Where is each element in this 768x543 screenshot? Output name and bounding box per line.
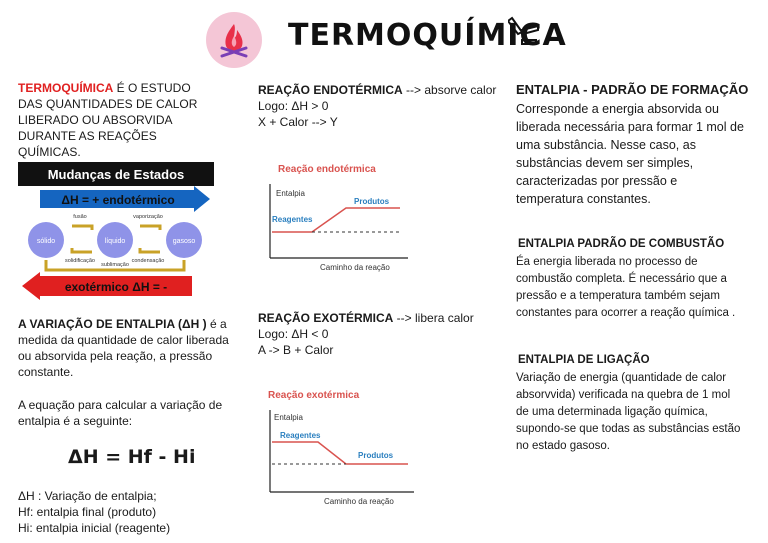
exothermic-graph (262, 386, 418, 515)
bond-heading: ENTALPIA DE LIGAÇÃO (518, 354, 650, 366)
bond-text: Variação de energia (quantidade de calor absorvvida) verificada na quebra de 1 mol de uma determinada ligação química, supondo-se que todas as substâncias estão no estado gasoso. (516, 372, 741, 452)
enthalpy-variation-text (18, 316, 232, 380)
equation-intro: A equação para calcular a variação de entalpia é a seguinte: (18, 398, 223, 428)
combustion-heading: ENTALPIA PADRÃO DE COMBUSTÃO (518, 238, 725, 250)
fusion-label: fusão (73, 214, 87, 220)
exothermic-graph-reagents: Reagentes (280, 431, 321, 440)
endothermic-graph-title: Reação endotérmica (278, 164, 376, 175)
endothermic-graph-xlabel: Caminho da reação (320, 263, 390, 272)
exothermic-title: REAÇÃO EXOTÉRMICA (258, 311, 394, 325)
formula-legend-2: Hi: entalpia inicial (reagente) (18, 521, 171, 535)
page-title: TERMOQUÍMICA (288, 18, 567, 53)
intro-text (18, 80, 218, 160)
endothermic-line-1: X + Calor --> Y (258, 115, 338, 129)
exothermic-heading (258, 310, 498, 326)
states-diagram-title: Mudanças de Estados (47, 167, 185, 182)
enthalpy-variation-body: é a medida da quantidade de calor liberada ou absorvida pela reação, a pressão constante. (18, 317, 229, 379)
condensation-label: condensação (131, 258, 165, 264)
exothermic-graph-products: Produtos (358, 451, 394, 460)
formula-legend-1: Hf: entalpia final (produto) (18, 505, 157, 519)
endothermic-suffix: --> absorve calor (402, 83, 497, 97)
endothermic-graph-products: Produtos (354, 197, 390, 206)
exothermic-label: exotérmico ΔH = - (64, 280, 168, 294)
intro-rest: É O ESTUDO DAS QUANTIDADES DE CALOR LIBERADO OU ABSORVIDA DURANTE AS REAÇÕES QUÍMICAS. (18, 81, 198, 159)
enthalpy-variation-heading: A VARIAÇÃO DE ENTALPIA (ΔH ) (18, 317, 207, 331)
endothermic-heading (258, 82, 498, 98)
formula-legend-0: ΔH : Variação de entalpia; (18, 489, 157, 503)
state-gas: gasoso (172, 238, 196, 245)
enthalpy-formula: ΔH = Hf - Hi (68, 446, 196, 468)
endothermic-line-0: Logo: ΔH > 0 (258, 99, 329, 113)
exothermic-graph-xlabel: Caminho da reação (324, 497, 394, 506)
intro-highlight: TERMOQUÍMICA (18, 81, 114, 95)
formation-text: Corresponde a energia absorvida ou liberada necessária para formar 1 mol de uma substância. Nesse caso, as substâncias devem ser simples, caracterizadas por pressão e temperatura constantes. (516, 102, 744, 206)
endothermic-graph-ylabel: Entalpia (276, 189, 305, 198)
exothermic-suffix: --> libera calor (393, 311, 474, 325)
endothermic-label: ΔH = + endotérmico (61, 193, 175, 207)
endothermic-title: REAÇÃO ENDOTÉRMICA (258, 83, 403, 97)
states-diagram (18, 162, 214, 302)
exothermic-graph-ylabel: Entalpia (274, 413, 303, 422)
formation-title-rest: - PADRÃO DE FORMAÇÃO (579, 82, 749, 97)
combustion-text: Éa energia liberada no processo de combustão completa. É necessário que a pressão e a temperatura também sejam constantes para ocorrer a reação química . (516, 256, 736, 319)
sublimation-label: sublimação (101, 262, 129, 268)
fire-logo-icon (206, 12, 262, 68)
endothermic-graph-reagents: Reagentes (272, 215, 313, 224)
exothermic-graph-title: Reação exotérmica (268, 390, 360, 401)
formation-title: ENTALPIA (516, 82, 580, 97)
sparkle-icon (508, 12, 542, 57)
vaporization-label: vaporização (133, 214, 163, 220)
endothermic-graph (262, 158, 412, 281)
exothermic-line-1: A -> B + Calor (258, 343, 334, 357)
solidification-label: solidificação (65, 258, 95, 264)
formation-heading (516, 82, 748, 97)
exothermic-line-0: Logo: ΔH < 0 (258, 327, 329, 341)
state-solid: sólido (36, 238, 56, 245)
state-liquid: líquido (104, 238, 126, 245)
